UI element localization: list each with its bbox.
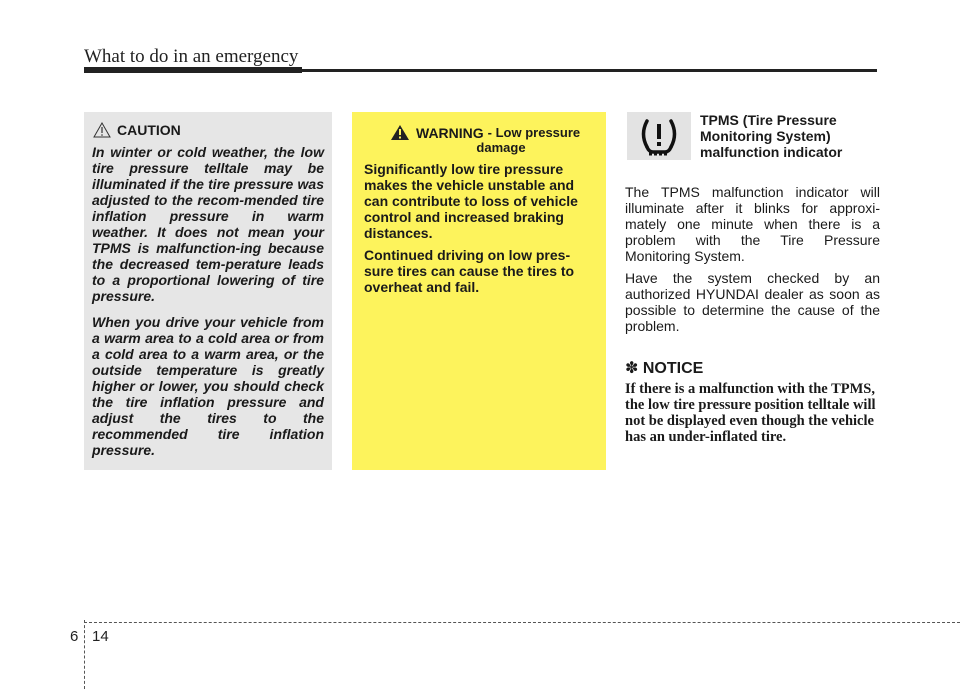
tpms-indicator-label: TPMS (Tire Pressure Monitoring System) malfunction indicator <box>700 112 843 160</box>
warning-paragraph-1: Significantly low tire pressure makes the vehicle unstable and can contribute to loss of vehicle control and increased braking distances. <box>364 161 578 241</box>
tpms-paragraph-2: Have the system checked by an authorized HYUNDAI dealer as soon as possible to determine the cause of the problem. <box>625 270 880 334</box>
warning-subtitle: - Low pressure <box>487 125 581 140</box>
warning-subtitle-line2: damage <box>476 140 526 155</box>
tpms-indicator-icon-box <box>627 112 691 160</box>
warning-paragraph-2: Continued driving on low pres-sure tires can cause the tires to overheat and fail. <box>364 247 575 295</box>
caution-header <box>92 122 324 138</box>
tpms-paragraph-1: The TPMS malfunction indicator will illuminate after it blinks for approxi-mately one minute when there is a problem with the Tire Pressure Monitoring System. <box>625 184 880 264</box>
caution-box <box>84 112 332 470</box>
notice-text: If there is a malfunction with the TPMS, the low tire pressure position telltale will not be displayed even though the vehicle has an under-inflated tire. <box>625 381 876 445</box>
tpms-warning-icon <box>627 112 691 160</box>
header-rule <box>84 69 877 72</box>
caution-paragraph-2: When you drive your vehicle from a warm area to a cold area or from a cold area to a warm area, or the outside temperature is greatly higher or lower, you should check the tire inflation pressure and adjust the tires to the recommended tire inflation pressure. <box>92 314 324 458</box>
footer-rule <box>84 622 960 623</box>
page-number: 14 <box>92 628 109 645</box>
chapter-number: 6 <box>70 628 79 645</box>
caution-title: CAUTION <box>117 122 181 138</box>
caution-triangle-icon <box>93 122 111 138</box>
warning-triangle-icon <box>390 124 410 141</box>
warning-box <box>352 112 606 470</box>
footer-divider <box>84 620 86 689</box>
caution-paragraph-1: In winter or cold weather, the low tire pressure telltale may be illuminated if the tire pressure was adjusted to the recom-mended tire inflation pressure in warm weather. It does not mean your TPMS is malfunction-ing because the decreased tem-perature leads to a proportional lowering of tire pressure. <box>92 144 324 304</box>
warning-title: WARNING <box>416 124 484 141</box>
warning-header <box>364 124 598 141</box>
page-header-title: What to do in an emergency <box>84 46 299 67</box>
notice-title: ✽ NOTICE <box>625 360 704 377</box>
